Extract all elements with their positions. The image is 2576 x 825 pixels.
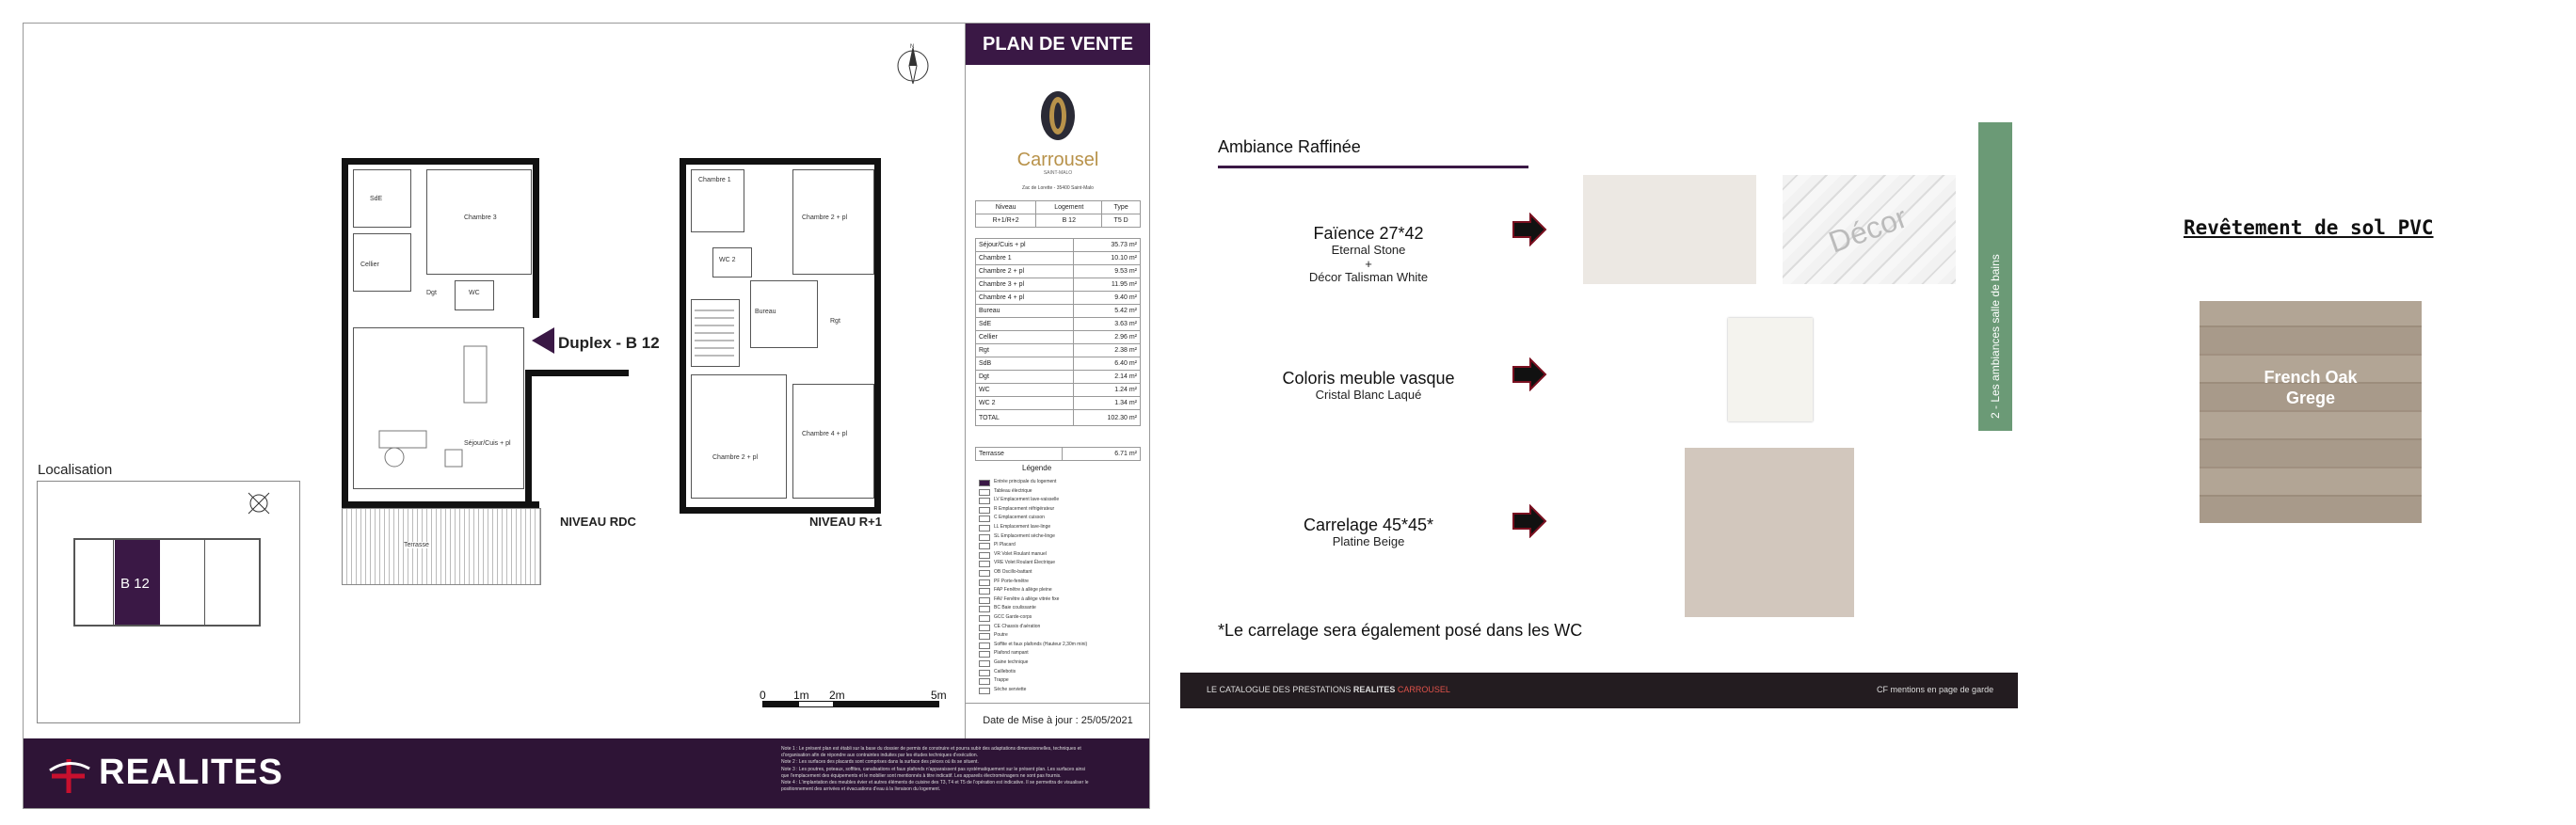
legend-symbol-icon	[979, 660, 990, 667]
decor-watermark: Décor	[1824, 199, 1912, 260]
table-cell: 9.53 m²	[1074, 265, 1141, 278]
unit-highlight	[115, 540, 160, 625]
table-cell: WC 2	[976, 397, 1074, 410]
footer-note-line: Note 3 : Les poutres, poteaux, soffites, canalisations et faux plafonds n'apparaissent pas systématiquement sur le présent plan. Les surfaces ainsi	[781, 766, 1085, 772]
catalog-footer-left	[1207, 685, 1450, 694]
arrow-right-icon	[1512, 357, 1547, 391]
table-cell: 5.42 m²	[1074, 305, 1141, 318]
legend-item: FAV Fenêtre à allège vitrée fixe	[994, 595, 1060, 602]
table-cell: Rgt	[976, 344, 1074, 357]
table-row	[976, 239, 1141, 252]
unit-info-table	[975, 200, 1141, 228]
table-cell: Dgt	[976, 371, 1074, 384]
plan-rdc	[342, 158, 539, 516]
item-subtitle: Cristal Blanc Laqué	[1315, 388, 1422, 402]
table-row	[976, 252, 1141, 265]
legend-item: VRE Volet Roulant Électrique	[994, 560, 1056, 566]
scale-label: 5m	[931, 689, 947, 702]
terrace	[342, 508, 541, 585]
level-rdc-label: NIVEAU RDC	[560, 515, 636, 529]
legend-item: Sèche serviette	[994, 686, 1027, 692]
flooring-label	[2200, 367, 2422, 408]
table-header: Logement	[1036, 201, 1102, 214]
staircase-sketch	[693, 309, 736, 361]
legend-symbol-icon	[979, 670, 990, 676]
item-subtitle: +	[1365, 257, 1372, 271]
legend-symbol-icon	[979, 615, 990, 622]
table-cell: 2.96 m²	[1074, 331, 1141, 344]
plan-info-column	[965, 24, 1150, 738]
brand-name: REALITES	[99, 753, 283, 792]
footer-note-line: Note 2 : Les surfaces des placards sont comprises dans la surface des pièces où ils se situent.	[781, 759, 979, 766]
arrow-right-icon	[1512, 504, 1547, 538]
table-row	[976, 397, 1141, 410]
table-row	[976, 318, 1141, 331]
legend-symbol-icon	[979, 543, 990, 549]
catalog-footer-right: CF mentions en page de garde	[1877, 685, 1994, 694]
table-cell: Terrasse	[976, 448, 1063, 461]
legend-item: SL Emplacement sèche-linge	[994, 532, 1055, 539]
legend-item: CE Chassis d'aération	[994, 623, 1041, 629]
unit-label: Duplex - B 12	[558, 334, 660, 352]
eternal-stone-swatch	[1583, 175, 1756, 284]
table-cell: R+1/R+2	[976, 214, 1036, 228]
legend-item: Soffite et faux plafonds (Hauteur 2,30m mini)	[994, 641, 1088, 647]
table-cell: 3.63 m²	[1074, 318, 1141, 331]
footer-note-line: d'organisation afin de répondre aux contraintes induites par les études techniques d'exécution.	[781, 753, 978, 759]
scale-label: 0	[760, 689, 766, 702]
table-cell: T5 D	[1102, 214, 1141, 228]
legend-symbol-icon	[979, 561, 990, 567]
footer-brand: REALITES	[1352, 685, 1396, 694]
floor-plan-drawing	[24, 24, 965, 738]
footer-notes	[781, 746, 1144, 793]
legend-item: FAP Fenêtre à allège pleine	[994, 587, 1052, 594]
table-cell: 2.38 m²	[1074, 344, 1141, 357]
table-header: Niveau	[976, 201, 1036, 214]
platine-beige-swatch	[1685, 448, 1854, 617]
terrace-table	[975, 447, 1141, 461]
room-label: Chambre 4 + pl	[802, 431, 848, 437]
legend-symbol-icon	[979, 516, 990, 522]
room-label: Rgt	[830, 318, 840, 325]
legend-item: Poutre	[994, 632, 1008, 639]
item-title: Carrelage 45*45*	[1303, 516, 1434, 534]
scale-label: 2m	[829, 689, 845, 702]
legend-symbol-icon	[979, 588, 990, 595]
arrow-right-icon	[1512, 213, 1547, 246]
side-tab-label	[1986, 179, 2005, 423]
legend-symbol-icon	[979, 651, 990, 658]
legend-symbol-icon	[979, 606, 990, 612]
legend-symbol-icon	[979, 597, 990, 604]
plan-header: PLAN DE VENTE	[966, 24, 1150, 65]
side-tab-text: 2 - Les ambiances salle de bains	[1989, 254, 2002, 419]
scale-bar	[834, 701, 939, 707]
legend-item: VR Volet Roulant manuel	[994, 550, 1047, 557]
table-row	[976, 357, 1141, 371]
item-subtitle: Décor Talisman White	[1308, 270, 1429, 284]
table-row	[976, 344, 1141, 357]
table-row	[976, 371, 1141, 384]
room-label: Chambre 3	[464, 214, 497, 221]
table-row	[976, 331, 1141, 344]
french-oak-swatch	[2200, 301, 2422, 523]
legend-item: Tableau électrique	[994, 487, 1032, 494]
surface-table	[975, 238, 1141, 426]
legend-symbol-icon	[979, 525, 990, 531]
legend-item: C Emplacement cuisson	[994, 515, 1045, 521]
ambiance-title: Ambiance Raffinée	[1218, 137, 1361, 156]
room-label: WC 2	[719, 257, 736, 263]
plan-sheet	[23, 23, 1150, 809]
room-label: Terrasse	[404, 542, 429, 548]
table-cell: 1.24 m²	[1074, 384, 1141, 397]
table-cell: 6.40 m²	[1074, 357, 1141, 371]
legend-symbol-icon	[979, 643, 990, 649]
legend-symbol-icon	[979, 678, 990, 685]
table-cell: 2.14 m²	[1074, 371, 1141, 384]
table-cell: 10.10 m²	[1074, 252, 1141, 265]
legend-symbol-icon	[979, 625, 990, 631]
plan-r1	[680, 158, 881, 514]
svg-text:N: N	[910, 44, 915, 50]
legend-item: PF Porte-fenêtre	[994, 578, 1029, 584]
room-label: SdE	[370, 196, 383, 202]
title-underline	[1218, 166, 1528, 168]
table-cell: 11.95 m²	[1074, 278, 1141, 292]
legend-symbol-icon	[979, 633, 990, 640]
room-label: Séjour/Cuis + pl	[464, 440, 511, 447]
legend-item: LL Emplacement lave-linge	[994, 524, 1051, 530]
scale-bar	[762, 701, 798, 707]
footer-note-line: que l'emplacement des équipements et le mobilier sont mentionnés à titre indicatif. Les appareils électroménagers ne sont pas fournis.	[781, 772, 1062, 779]
project-address: Zac de Lorette - 35400 Saint-Malo	[1022, 185, 1094, 191]
room-label: Chambre 2 + pl	[802, 214, 848, 221]
legend-item: Caillebotis	[994, 668, 1016, 674]
vanity-color-swatch	[1728, 318, 1813, 421]
scale-label: 1m	[793, 689, 809, 702]
legend-symbol-icon	[979, 480, 990, 486]
table-cell: Bureau	[976, 305, 1074, 318]
level-r1-label: NIVEAU R+1	[809, 515, 882, 529]
legend-symbol-icon	[979, 507, 990, 514]
legend-item: Entrée principale du logement	[994, 479, 1057, 484]
table-cell: Cellier	[976, 331, 1074, 344]
legend-symbol-icon	[979, 552, 990, 559]
flooring-name: French Oak	[2264, 368, 2358, 387]
table-cell: SdE	[976, 318, 1074, 331]
table-cell: 102.30 m²	[1074, 410, 1141, 426]
item-title: Coloris meuble vasque	[1282, 369, 1455, 388]
localisation-unit-label: B 12	[120, 576, 150, 592]
entrance-arrow-icon	[532, 327, 554, 354]
update-date: Date de Mise à jour : 25/05/2021	[983, 715, 1133, 726]
scale-bar	[798, 701, 834, 707]
localisation-title: Localisation	[38, 462, 113, 478]
decor-talisman-swatch	[1783, 175, 1956, 284]
legend-item: Pl Placard	[994, 542, 1016, 548]
table-cell: 9.40 m²	[1074, 292, 1141, 305]
compass-icon	[889, 42, 936, 89]
footer-note-line: positionnement des arrivées et évacuations d'eau à la livraison du logement.	[781, 786, 941, 793]
flooring-color: Grege	[2285, 389, 2336, 407]
table-cell: 1.34 m²	[1074, 397, 1141, 410]
room-label: Chambre 1	[698, 177, 731, 183]
table-cell: 6.71 m²	[1062, 448, 1140, 461]
table-cell: Chambre 3 + pl	[976, 278, 1074, 292]
table-cell: WC	[976, 384, 1074, 397]
furniture-sketch	[360, 337, 520, 478]
table-cell: SdB	[976, 357, 1074, 371]
room-label: Chambre 2 + pl	[712, 454, 759, 461]
table-row	[976, 292, 1141, 305]
legend-symbol-icon	[979, 570, 990, 577]
legend-item: LV Emplacement lave-vaisselle	[994, 497, 1060, 503]
legend-symbol-icon	[979, 688, 990, 694]
table-cell: Séjour/Cuis + pl	[976, 239, 1074, 252]
localisation-map	[37, 481, 300, 723]
legend-symbol-icon	[979, 498, 990, 504]
room-label: WC	[469, 290, 480, 296]
table-row	[976, 305, 1141, 318]
wc-note: *Le carrelage sera également posé dans les WC	[1218, 621, 1583, 640]
legend-item: GCC Garde-corps	[994, 614, 1032, 620]
project-location: SAINT-MALO	[1043, 170, 1073, 176]
table-cell: TOTAL	[976, 410, 1074, 426]
project-name: Carrousel	[1016, 150, 1099, 170]
table-cell: Chambre 2 + pl	[976, 265, 1074, 278]
table-row-total	[976, 410, 1141, 426]
building-footprint	[73, 538, 261, 627]
table-header: Type	[1102, 201, 1141, 214]
item-subtitle: Eternal Stone	[1331, 243, 1406, 257]
item-subtitle: Platine Beige	[1332, 534, 1405, 548]
room-label: Dgt	[426, 290, 437, 296]
legend-title: Légende	[1022, 464, 1052, 472]
legend-item: Gaine technique	[994, 659, 1029, 665]
table-row	[976, 384, 1141, 397]
legend-symbol-icon	[979, 489, 990, 496]
footer-project: CARROUSEL	[1397, 685, 1450, 694]
footer-note-line: Note 1 : Le présent plan est établi sur la base du dossier de permis de construire et pourra subir des adaptations dimensionnelles, techniques et	[781, 746, 1081, 752]
item-title: Faïence 27*42	[1313, 224, 1424, 243]
footer-note-line: Note 4 : L'implantation des meubles évier et autres éléments de cuisine des T3, T4 et T5 de l'opération est indicative. Il se permettra de visualiser le	[781, 780, 1089, 786]
legend-item: Plafond rampant	[994, 650, 1029, 657]
table-cell: B 12	[1036, 214, 1102, 228]
legend-item: Trappe	[994, 677, 1009, 684]
compass-icon	[245, 489, 273, 517]
room-label: Cellier	[360, 262, 379, 268]
legend-item: BC Baie coulissante	[994, 605, 1036, 611]
catalog-page	[1180, 122, 2018, 710]
legend-item: OB Oscillo-battant	[994, 569, 1032, 575]
flooring-title: Revêtement de sol PVC	[2184, 216, 2434, 239]
table-cell: Chambre 4 + pl	[976, 292, 1074, 305]
legend-item: R Emplacement réfrigérateur	[994, 505, 1055, 512]
footer-text: LE CATALOGUE DES PRESTATIONS	[1207, 685, 1352, 694]
legend-symbol-icon	[979, 579, 990, 586]
table-row	[976, 278, 1141, 292]
table-cell: 35.73 m²	[1074, 239, 1141, 252]
table-row	[976, 265, 1141, 278]
legend-symbol-icon	[979, 534, 990, 541]
table-cell: Chambre 1	[976, 252, 1074, 265]
room-label: Bureau	[755, 309, 776, 315]
